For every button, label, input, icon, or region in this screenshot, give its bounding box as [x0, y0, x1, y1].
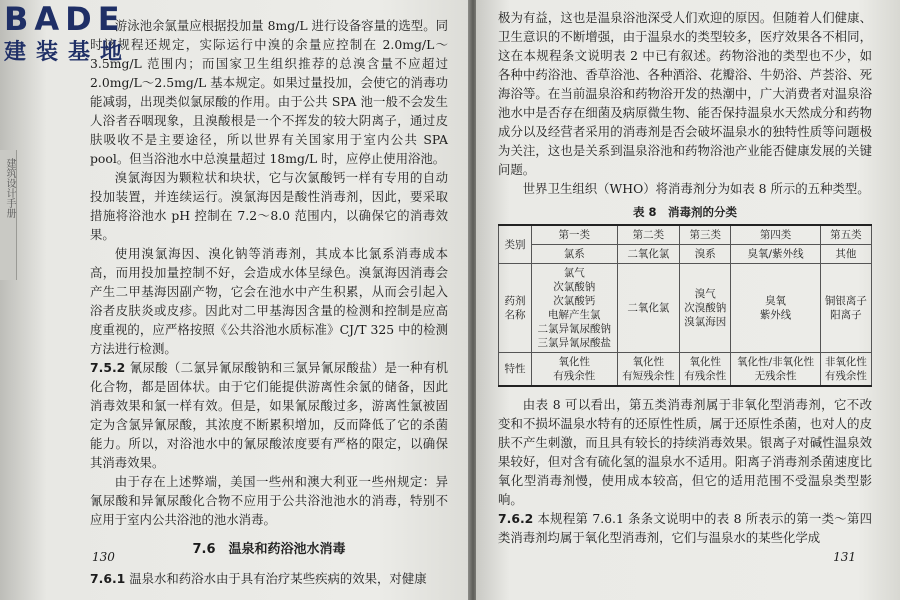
table-cell [680, 264, 731, 353]
table-title: 表 8 消毒剂的分类 [632, 205, 737, 219]
clause-text: 本规程第 7.6.1 条条文说明中的表 8 所表示的第一类～第四类消毒剂均属于氧化型消毒剂，它们与温泉水的某些化学成 [498, 511, 872, 545]
table-row [499, 225, 872, 245]
cell-line: 有残余性 [824, 370, 867, 382]
table-header: 第四类 [731, 225, 820, 245]
cell-line: 氯气 [563, 267, 585, 279]
cell-line: 二氧化氯 [627, 302, 670, 314]
table-cell [731, 353, 820, 387]
cell-line: 次氯酸钠 [553, 281, 596, 293]
cell-line: 三氯异氰尿酸盐 [537, 337, 612, 349]
cell-line: 次溴酸钠 [684, 302, 727, 314]
cell-line: 铜银离子 [824, 295, 867, 307]
table-header: 第二类 [617, 225, 680, 245]
table-row [499, 353, 872, 387]
row-label: 类别 [499, 225, 532, 264]
paragraph: 由表 8 可以看出，第五类消毒剂属于非氧化型消毒剂，它不改变和不损坏温泉水特有的还原性性质，属于还原性杀菌，也对人的皮肤不产生刺激，而且具有较长的持续消毒效果。银离子对碱性温泉效果较好，但对含有硫化氢的温泉水不适用。阳离子消毒剂杀菌速度比氧化型消毒剂慢，使用成本较高，但它的适用范围不受温泉类型影响。 [498, 397, 872, 507]
cell-line: 电解产生氯 [548, 309, 601, 321]
watermark-logo-top: BADE [4, 0, 126, 38]
table-row [499, 245, 872, 264]
table-header: 第一类 [532, 225, 618, 245]
cell-line: 臭氧 [765, 295, 787, 307]
table-header: 第三类 [680, 225, 731, 245]
cell-line: 非氧化性 [824, 356, 867, 368]
section-title: 7.6 温泉和药浴池水消毒 [192, 542, 346, 557]
row-label: 特性 [499, 353, 532, 387]
paragraph: 由于存在上述弊端，美国一些州和澳大利亚一些州规定：异氰尿酸和异氰尿酸化合物不应用于公共浴池池水的消毒，特别不应用于室内公共浴池的池水消毒。 [90, 474, 448, 527]
cell-line: 氧化性 [689, 356, 722, 368]
table-subheader: 其他 [820, 245, 871, 264]
table-subheader: 氯系 [532, 245, 618, 264]
row-label: 药剂名称 [499, 264, 532, 353]
cell-line: 阳离子 [830, 309, 862, 321]
table-cell [532, 264, 618, 353]
paragraph: 世界卫生组织（WHO）将消毒剂分为如表 8 所示的五种类型。 [522, 181, 870, 196]
cell-line: 氧化性/非氧化性 [737, 356, 815, 368]
table-header: 第五类 [820, 225, 871, 245]
table-cell [731, 264, 820, 353]
cell-line: 二氯异氰尿酸钠 [537, 323, 612, 335]
watermark-logo [4, 2, 144, 74]
table-cell [680, 353, 731, 387]
cell-line: 无残余性 [754, 370, 797, 382]
right-page [476, 0, 900, 600]
cell-line: 次氯酸钙 [553, 295, 596, 307]
paragraph: 游泳池余氯量应根据投加量 8mg/L 进行设备容量的选型。同时该规程还规定，实际运行中溴的余量应控制在 2.0mg/L～3.5mg/L 范围内；而国家卫生组织推荐的总溴含量不应超过 2.0mg/L～2.5mg/L 基本规定。如果过量投加，会使它的消毒功能减弱，出现类似氯尿酸的作用。由于公共 SPA 池一般不会发生人浴者吞咽现象，且溴酸根是一个不挥发的较大阴离子，通过皮肤吸收不是主要途径，所以世界有关国家用于室内公共 SPA pool。但当浴池水中总溴量超过 18mg/L 时，应停止使用浴池。 [90, 18, 448, 166]
cell-line: 溴氯海因 [684, 316, 727, 328]
table-cell [532, 353, 618, 387]
table-row [499, 264, 872, 353]
cell-line: 氧化性 [632, 356, 665, 368]
cell-line: 有残余性 [553, 370, 596, 382]
paragraph: 溴氯海因为颗粒状和块状，它与次氯酸钙一样有专用的自动投加装置，并连续运行。溴氯海因是酸性消毒剂，因此，要采取措施将浴池水 pH 控制在 7.2～8.0 范围内，以确保它的消毒效果。 [90, 170, 448, 242]
table-subheader: 溴系 [680, 245, 731, 264]
table-subheader: 二氧化氯 [617, 245, 680, 264]
paragraph: 极为有益，这也是温泉浴池深受人们欢迎的原因。但随着人们健康、卫生意识的不断增强，由于温泉水的类型较多，医疗效果各不相同，这在本规程条文说明表 2 中已有叙述。药物浴池的类型也不少，如各种中药浴池、香草浴池、各种酒浴、花瓣浴、牛奶浴、芦荟浴、死海浴等。在当前温泉浴和药物浴开发的热潮中，广大消费者对温泉浴池水中是否存在细菌及病原微生物、能否保持温泉水天然成分和药物成分以及经营者采用的消毒剂是否会破坏温泉水的独特性质等问题极为关注，这也是关系到温泉浴池和药物浴池产业能否健康发展的关键问题。 [498, 10, 872, 177]
paragraph: 使用溴氯海因、溴化钠等消毒剂，其成本比氯系消毒成本高，而用投加量控制不好，会造成水体呈绿色。溴氯海因消毒会产生二甲基海因副产物，它会在池水中产生积累，从而会引起入浴者皮肤炎或皮疹。因此对二甲基海因含量的检测和控制是应高度重视的，应严格按照《公共浴池水质标准》CJ/T 325 中的检测方法进行检测。 [90, 246, 448, 356]
clause-7-5-2 [90, 358, 448, 472]
clause-7-6-2 [498, 509, 872, 547]
clause-text: 温泉水和药浴水由于具有治疗某些疾病的效果，对健康 [129, 571, 427, 586]
cell-line: 有残余性 [684, 370, 727, 382]
cell-line: 有短残余性 [622, 370, 675, 382]
table-cell [617, 264, 680, 353]
disinfectant-table [498, 224, 872, 387]
watermark-logo-bottom: 建装基地 [4, 40, 133, 65]
cell-line: 溴气 [694, 288, 716, 300]
clause-7-6-1 [90, 569, 448, 588]
clause-text: 氰尿酸（二氯异氰尿酸钠和三氯异氰尿酸盐）是一种有机化合物，都是固体状。由于它们能提供游离性余氯的储备，因此消毒效果和氯一样有效。但是，如果氰尿酸过多，游离性氯被固定为含氯异氰尿酸，其浓度不断累积增加，反而降低了它的杀菌能力。所以，对浴池水中的氰尿酸浓度要有严格的限定，以确保其消毒效果。 [90, 360, 448, 470]
clause-number: 7.6.2 [498, 511, 534, 526]
cell-line: 氧化性 [558, 356, 591, 368]
table-cell [820, 264, 871, 353]
page-number: 131 [833, 550, 856, 564]
table-cell [617, 353, 680, 387]
clause-number: 7.5.2 [90, 360, 126, 375]
table-subheader: 臭氧/紫外线 [731, 245, 820, 264]
page-number: 130 [92, 550, 115, 564]
clause-number: 7.6.1 [90, 571, 126, 586]
edge-tab-label: 建筑设计手册 [4, 158, 15, 218]
table-cell [820, 353, 871, 387]
cell-line: 紫外线 [759, 309, 792, 321]
